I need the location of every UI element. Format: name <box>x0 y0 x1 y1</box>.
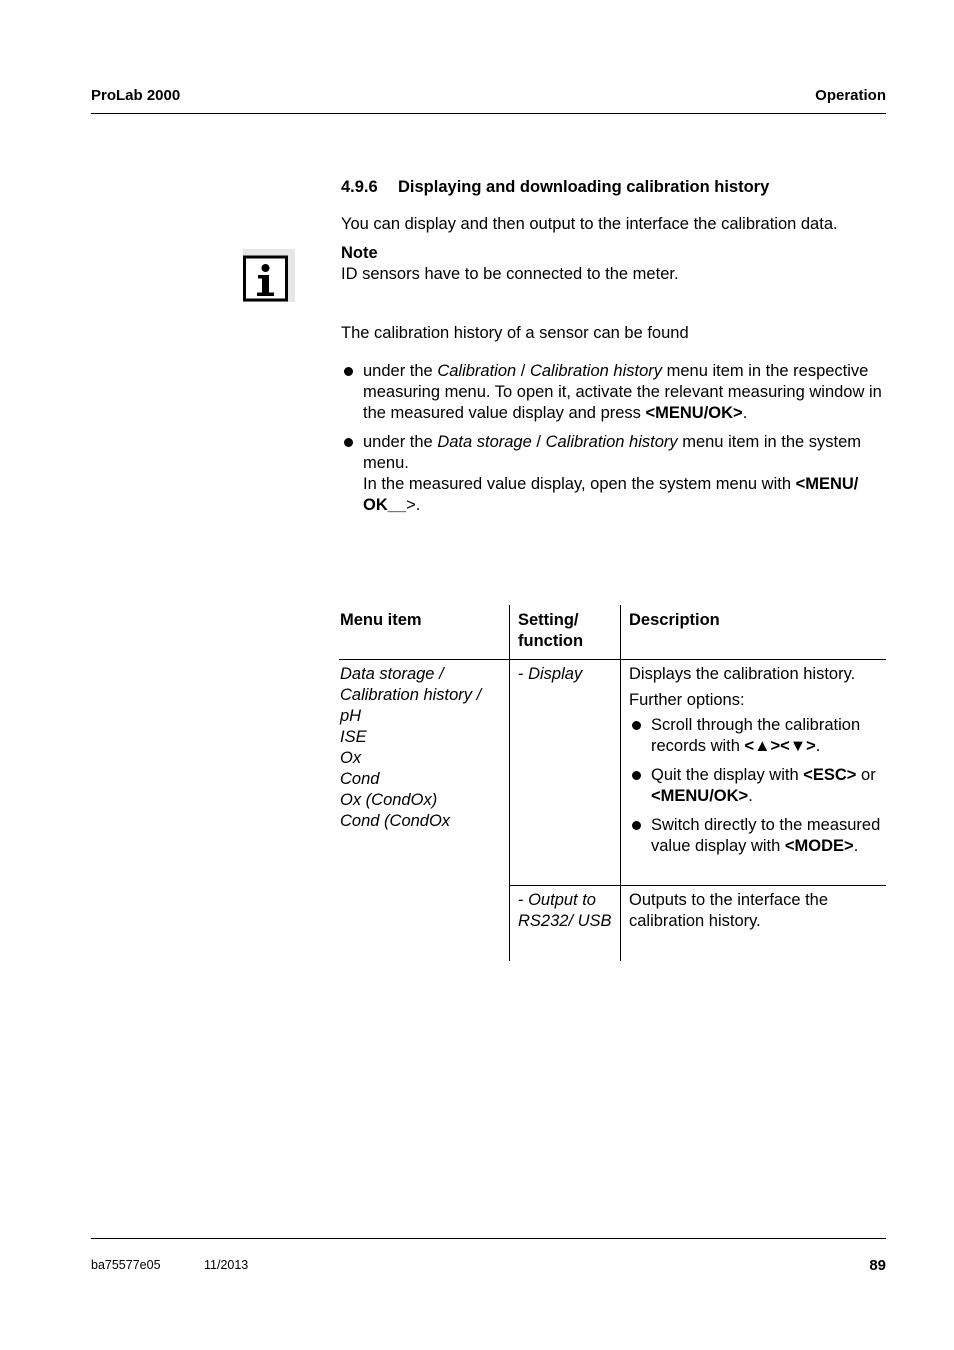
text: menu item in the respective measuring menu. To open it, activate the relevant measuring window in the measured value display and press <box>363 362 882 422</box>
column-header-setting: Setting/ function <box>518 611 584 650</box>
header-chapter: Operation <box>815 87 886 104</box>
section-heading <box>341 178 769 197</box>
list-item <box>341 432 889 516</box>
text: under the <box>363 433 438 451</box>
key-ref: <MENU/OK> <box>651 787 749 805</box>
note-title: Note <box>341 244 378 262</box>
list-item <box>629 715 887 757</box>
sensor-type: Cond (CondOx <box>340 812 451 830</box>
text: . <box>815 737 821 755</box>
menu-ref: Data storage <box>437 433 532 451</box>
text: under the <box>363 362 438 380</box>
options-list <box>629 715 887 857</box>
sensor-type: Cond <box>340 770 380 788</box>
text: / <box>516 362 530 380</box>
setting-name: Display <box>528 665 583 683</box>
menu-ref: Calibration history <box>545 433 678 451</box>
header-rule <box>91 113 886 114</box>
text: / <box>531 433 546 451</box>
lead-text: The calibration history of a sensor can be found <box>341 324 689 342</box>
menu-item-path <box>340 664 505 832</box>
list-item <box>629 815 887 857</box>
text: Quit the display with <box>651 766 804 784</box>
row-rule <box>509 885 886 886</box>
further-options-label: Further options: <box>629 691 745 709</box>
path-part: Calibration history <box>340 686 473 704</box>
list-item <box>341 361 889 424</box>
section-intro: You can display and then output to the interface the calibration data. <box>341 215 838 233</box>
page-number: 89 <box>869 1257 886 1274</box>
menu-ref: Calibration <box>437 362 517 380</box>
key-ref: <MENU/ OK__ <box>363 475 859 514</box>
section-title: Displaying and downloading calibration history <box>398 178 770 196</box>
text: Scroll through the calibration records with <box>651 716 861 755</box>
path-separator: / <box>472 686 482 704</box>
key-ref: <ESC> <box>803 766 857 784</box>
text: - <box>518 665 529 683</box>
menu-ref: Calibration history <box>529 362 663 380</box>
text: or <box>856 766 876 784</box>
setting-output <box>518 890 613 932</box>
sensor-type: pH <box>340 707 362 725</box>
sensor-type: Ox <box>340 749 362 767</box>
text: In the measured value display, open the system menu with <box>363 475 796 493</box>
setting-name: Output to RS232/ USB <box>518 891 612 930</box>
sensor-type: ISE <box>340 728 367 746</box>
key-ref: <▲><▼> <box>744 737 816 755</box>
key-ref: <MODE> <box>784 837 854 855</box>
text: - <box>518 891 529 909</box>
location-list <box>341 361 889 524</box>
text: Switch directly to the measured value display with <box>651 816 881 855</box>
footer-rule <box>91 1238 886 1239</box>
list-item <box>629 765 887 807</box>
column-header-menu-item: Menu item <box>340 611 422 629</box>
description-output: Outputs to the interface the calibration history. <box>629 891 829 930</box>
column-header-description: Description <box>629 611 720 629</box>
section-number: 4.9.6 <box>341 178 378 196</box>
description-display <box>629 664 887 865</box>
text: . <box>742 404 748 422</box>
text: . <box>853 837 859 855</box>
sensor-type: Ox (CondOx) <box>340 791 438 809</box>
header-rule <box>339 659 886 660</box>
text: . <box>748 787 753 805</box>
header-product: ProLab 2000 <box>91 87 181 104</box>
key-ref: <MENU/OK> <box>645 404 743 422</box>
footer-date: 11/2013 <box>204 1258 249 1272</box>
setting-display <box>518 664 613 685</box>
text: >. <box>406 496 421 514</box>
path-part: Data storage <box>340 665 435 683</box>
footer-doc-number: ba75577e05 <box>91 1258 161 1272</box>
text: menu item in the system menu. <box>363 433 862 472</box>
info-icon <box>243 249 295 302</box>
note-text: ID sensors have to be connected to the meter. <box>341 265 679 283</box>
description-text: Displays the calibration history. <box>629 665 856 683</box>
path-separator: / <box>434 665 444 683</box>
